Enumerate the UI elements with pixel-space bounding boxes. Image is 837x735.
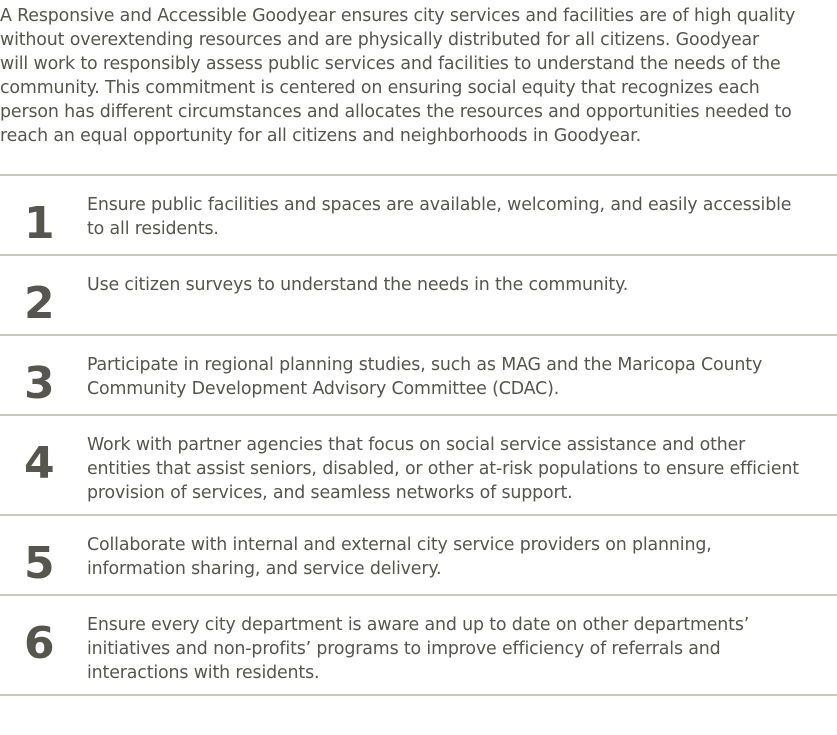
action-row-3 xyxy=(0,336,837,416)
action-text xyxy=(87,613,837,685)
action-text-line: Work with partner agencies that focus on social service assistance and other xyxy=(87,435,746,455)
action-number: 2 xyxy=(24,278,55,329)
action-row-2 xyxy=(0,256,837,336)
intro-paragraph xyxy=(0,4,837,148)
action-text xyxy=(87,273,837,297)
action-text-line: interactions with residents. xyxy=(87,663,320,683)
action-row-1 xyxy=(0,176,837,256)
action-text-line: Ensure every city department is aware and up to date on other departments’ xyxy=(87,615,750,635)
intro-line: will work to responsibly assess public services and facilities to understand the needs of the xyxy=(0,54,781,74)
action-text-line: entities that assist seniors, disabled, or other at-risk populations to ensure efficient xyxy=(87,459,799,479)
action-text xyxy=(87,433,837,505)
action-text xyxy=(87,193,837,241)
action-text-line: Participate in regional planning studies, such as MAG and the Maricopa County xyxy=(87,355,763,375)
action-row-6 xyxy=(0,596,837,696)
action-row-4 xyxy=(0,416,837,516)
action-text xyxy=(87,533,837,581)
action-text-line: Collaborate with internal and external city service providers on planning, xyxy=(87,535,712,555)
action-number: 4 xyxy=(24,438,55,489)
action-text-line: provision of services, and seamless networks of support. xyxy=(87,483,573,503)
action-text xyxy=(87,353,837,401)
intro-line: reach an equal opportunity for all citizens and neighborhoods in Goodyear. xyxy=(0,126,641,146)
intro-line: without overextending resources and are physically distributed for all citizens. Goodyear xyxy=(0,30,760,50)
action-text-line: Use citizen surveys to understand the needs in the community. xyxy=(87,275,629,295)
action-text-line: initiatives and non-profits’ programs to improve efficiency of referrals and xyxy=(87,639,721,659)
action-number: 6 xyxy=(24,618,55,669)
intro-line: community. This commitment is centered on ensuring social equity that recognizes each xyxy=(0,78,760,98)
action-text-line: Ensure public facilities and spaces are available, welcoming, and easily accessible xyxy=(87,195,792,215)
action-list xyxy=(0,174,837,696)
action-number: 5 xyxy=(24,538,55,589)
intro-line: A Responsive and Accessible Goodyear ensures city services and facilities are of high quality xyxy=(0,6,796,26)
intro-line: person has different circumstances and allocates the resources and opportunities needed to xyxy=(0,102,792,122)
action-number: 3 xyxy=(24,358,55,409)
action-row-5 xyxy=(0,516,837,596)
action-text-line: to all residents. xyxy=(87,219,219,239)
action-text-line: Community Development Advisory Committee (CDAC). xyxy=(87,379,560,399)
action-text-line: information sharing, and service delivery. xyxy=(87,559,442,579)
action-number: 1 xyxy=(24,198,55,249)
